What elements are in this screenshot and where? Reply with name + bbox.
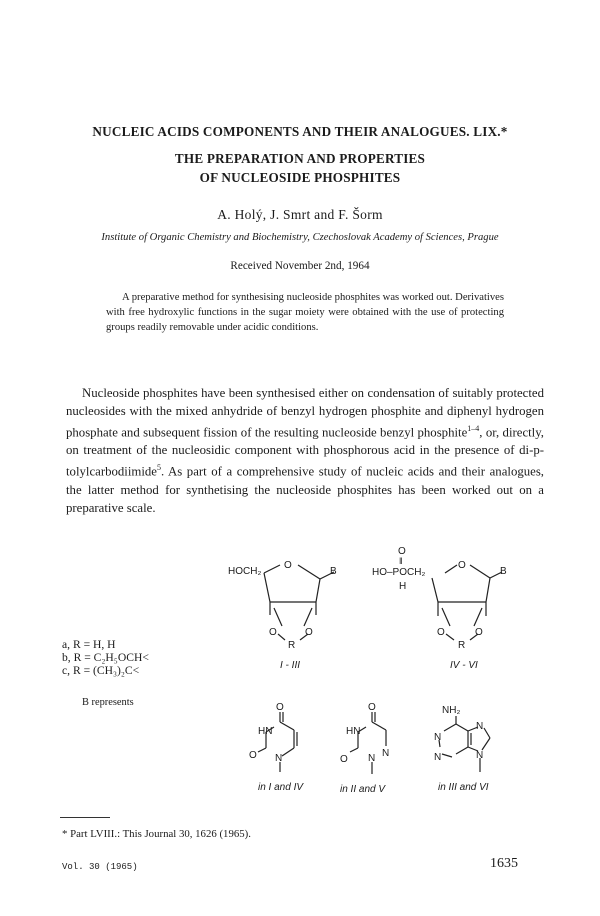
uracil-c2-oxygen: O [249, 750, 257, 761]
adenine-n1: N [434, 732, 442, 743]
caption-uracil: in I and IV [258, 782, 304, 793]
hoch2-label: HOCH₂ [228, 566, 262, 577]
footnote-divider [60, 817, 110, 818]
caption-adenine: in III and VI [438, 782, 489, 793]
paper-title-line1: NUCLEIC ACIDS COMPONENTS AND THEIR ANALOGUES. LIX.* [92, 124, 508, 139]
o-left-label: O [269, 627, 277, 638]
affiliation: Institute of Organic Chemistry and Biochemistry, Czechoslovak Academy of Sciences, Prague [101, 232, 499, 243]
azauracil-structure [330, 700, 420, 800]
uracil-structure [236, 700, 326, 800]
journal-volume: Vol. 30 (1965) [62, 862, 138, 872]
caption-i-iii: I - III [280, 660, 300, 671]
adenine-structure [420, 700, 520, 800]
ring-oxygen-label-2: O [458, 560, 466, 571]
body-text-3: . As part of a comprehensive study of nucleic acids and their analogues, the latter method for synthetising the nucleoside phosphites has been worked out on a preparative scale. [66, 464, 544, 515]
r-group-a: a, R = H, H [62, 638, 116, 651]
body-text-2: , or, directly, on treatment of the nucleosidic component with phosphorous acid in the presence of di-p-tolylcarbodiimide [66, 425, 544, 479]
paper-title-line2: THE PREPARATION AND PROPERTIES [174, 151, 426, 166]
authors: A. Holý, J. Smrt and F. Šorm [217, 207, 383, 222]
ring-oxygen-label: O [284, 560, 292, 571]
citation-ref-1-4: 1–4 [467, 424, 480, 433]
r-group-b: b, R = C₂H₅OCH< [62, 651, 149, 664]
p-double-bond: ‖ [399, 556, 403, 566]
p-hydrogen-label: H [399, 581, 407, 592]
abstract: A preparative method for synthesising nucleoside phosphites was worked out. Derivatives with free hydroxylic functions in the sugar moiety were obtained with the use of protecting groups readily removable under acidic conditions. [106, 292, 504, 333]
ho-poch2-label: HO–POCH₂ [372, 567, 426, 578]
r-group-legend [62, 638, 149, 677]
received-date: Received November 2nd, 1964 [230, 260, 370, 272]
adenine-n7: N [476, 721, 484, 732]
o-right-label-2: O [475, 627, 483, 638]
b-represents-label: B represents [82, 697, 134, 708]
azauracil-hn: HN [346, 726, 361, 737]
adenine-n9: N [476, 750, 484, 761]
o-left-label-2: O [437, 627, 445, 638]
base-b-label-2: B [500, 566, 507, 577]
azauracil-c4-oxygen: O [368, 702, 376, 713]
adenine-n3: N [434, 752, 442, 763]
body-paragraph [66, 384, 544, 517]
r-label-2: R [458, 640, 466, 651]
uracil-hn: HN [258, 726, 273, 737]
azauracil-n1: N [368, 753, 376, 764]
nucleoside-phosphite-structure-iv-vi [370, 540, 520, 680]
citation-ref-5: 5 [156, 463, 161, 473]
page-number: 1635 [490, 856, 518, 871]
paper-title-line3: OF NUCLEOSIDE PHOSPHITES [199, 170, 401, 185]
r-group-c: c, R = (CH₃)₂C< [62, 664, 140, 677]
azauracil-c2-oxygen: O [340, 754, 348, 765]
phosphoryl-oxygen-label: O [398, 546, 406, 557]
base-b-label: B [330, 566, 337, 577]
body-text-1: Nucleoside phosphites have been synthesised either on condensation of suitably protected nucleosides with the mixed anhydride of benzyl hydrogen phosphite and diphenyl hydrogen phosphate and subsequent fission of the resulting nucleoside benzyl phosphite [66, 386, 544, 440]
uracil-n1: N [275, 753, 283, 764]
r-label: R [288, 640, 296, 651]
nucleoside-structure-i-iii [222, 552, 352, 680]
o-right-label: O [305, 627, 313, 638]
azauracil-n6: N [382, 748, 390, 759]
uracil-c4-oxygen: O [276, 702, 284, 713]
adenine-nh2: NH₂ [442, 705, 461, 716]
caption-azauracil: in II and V [340, 784, 386, 795]
caption-iv-vi: IV - VI [450, 660, 478, 671]
footnote: * Part LVIII.: This Journal 30, 1626 (1965). [62, 828, 251, 840]
